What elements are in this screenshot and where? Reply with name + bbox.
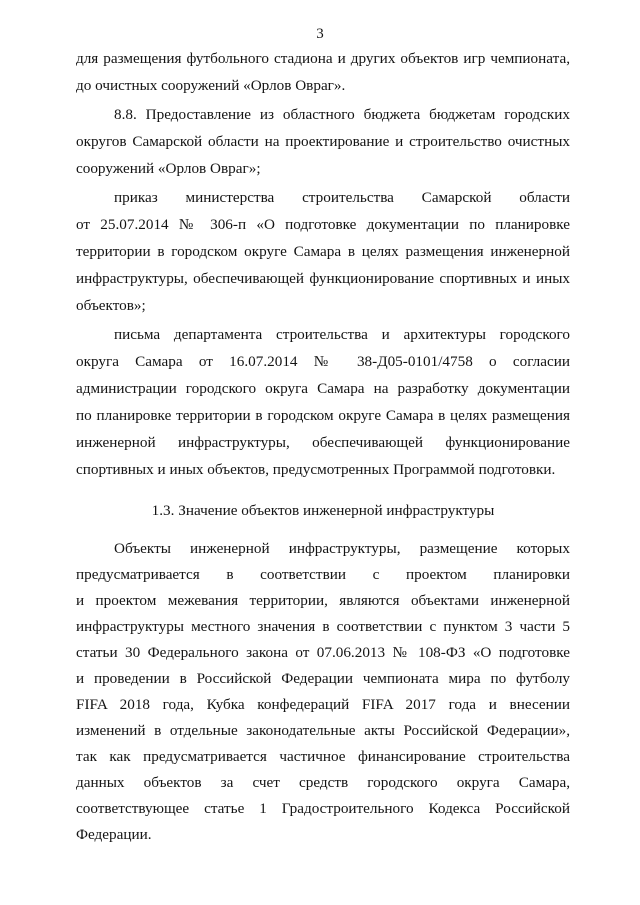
text-line: предусматривается в соответствии с проектом планировки: [76, 566, 570, 583]
text-line: инфраструктуры, обеспечивающей функционирование спортивных и иных: [76, 270, 570, 287]
text-line: 8.8. Предоставление из областного бюджета бюджетам городских: [114, 106, 570, 123]
text-line: инженерной инфраструктуры, обеспечивающей функционирование: [76, 434, 570, 451]
text-line: соответствующее статье 1 Градостроительного Кодекса Российской: [76, 800, 570, 817]
text-line: статьи 30 Федерального закона от 07.06.2013 № 108-ФЗ «О подготовке: [76, 644, 570, 661]
text-line: изменений в отдельные законодательные акты Российской Федерации»,: [76, 722, 570, 739]
text-line: и проектом межевания территории, являются объектами инженерной: [76, 592, 570, 609]
text-line: территории в городском округе Самара в целях размещения инженерной: [76, 243, 570, 260]
text-line: так как предусматривается частичное финансирование строительства: [76, 748, 570, 765]
text-line: объектов»;: [76, 297, 146, 314]
text-line: Объекты инженерной инфраструктуры, размещение которых: [114, 540, 570, 557]
text-line: от 25.07.2014 № 306-п «О подготовке документации по планировке: [76, 216, 570, 233]
text-line: данных объектов за счет средств городского округа Самара,: [76, 774, 570, 791]
text-line: спортивных и иных объектов, предусмотренных Программой подготовки.: [76, 461, 556, 478]
text-line: округов Самарской области на проектирование и строительство очистных: [76, 133, 570, 150]
text-line: округа Самара от 16.07.2014 № 38-Д05-0101/4758 о согласии: [76, 353, 570, 370]
text-line: Федерации.: [76, 826, 152, 843]
text-line: до очистных сооружений «Орлов Овраг».: [76, 77, 346, 94]
text-line: FIFA 2018 года, Кубка конфедераций FIFA 2017 года и внесении: [76, 696, 570, 713]
text-line: по планировке территории в городском округе Самара в целях размещения: [76, 407, 570, 424]
section-heading: 1.3. Значение объектов инженерной инфраструктуры: [151, 502, 495, 519]
text-line: инфраструктуры местного значения в соответствии с пунктом 3 части 5: [76, 618, 570, 635]
text-line: администрации городского округа Самара на разработку документации: [76, 380, 570, 397]
text-line: приказ министерства строительства Самарской области: [114, 189, 570, 206]
text-line: сооружений «Орлов Овраг»;: [76, 160, 261, 177]
text-line: для размещения футбольного стадиона и других объектов игр чемпионата,: [76, 50, 570, 67]
page-number: 3: [316, 26, 324, 42]
text-line: письма департамента строительства и архитектуры городского: [114, 326, 570, 343]
text-line: и проведении в Российской Федерации чемпионата мира по футболу: [76, 670, 570, 687]
